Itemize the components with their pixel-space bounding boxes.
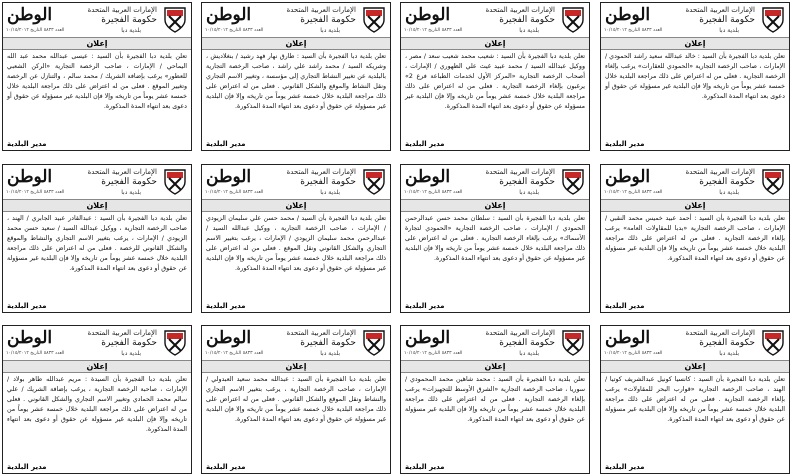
country-name: الإمارات العربية المتحدة	[87, 329, 157, 337]
notice-header	[401, 3, 589, 38]
issue-date: العدد ٥٨٣٣ التاريخ ١٠/١٥/٢٠١٢	[6, 28, 65, 33]
notice-title: إعلان	[202, 38, 390, 50]
signature: مدير البلدية	[605, 302, 645, 310]
newspaper-masthead: الوطن	[7, 328, 53, 348]
government-name: حكومة الفجيرة	[699, 338, 755, 348]
notice-title: إعلان	[401, 361, 589, 373]
crest-icon	[561, 329, 585, 357]
signature: مدير البلدية	[405, 140, 445, 148]
municipality-name: بلدية دبا	[121, 27, 141, 34]
notice-body: تعلن بلدية دبا الفجيرة بأن السيد : محمد شاهين محمد المحمودي / سوريا ، صاحب الرخصة التجارية «الشرق الأوسط للتجهيزات» يرغب بإلغاء الرخصة التجارية . فعلى من له اعتراض على ذلك مراجعة البلدية خلال خمسة عشر يوماً من تاريخه وإلا فإن البلدية غير مسؤولة عن حقوق أو دعوى بعد انتهاء المدة المذكورة.	[405, 376, 585, 423]
signature: مدير البلدية	[7, 140, 47, 148]
crest-icon	[561, 6, 585, 34]
notice-title: إعلان	[601, 200, 789, 212]
notice-card	[400, 164, 590, 313]
signature: مدير البلدية	[206, 302, 246, 310]
issue-date: العدد ٥٨٣٣ التاريخ ١٠/١٥/٢٠١٢	[205, 28, 264, 33]
newspaper-masthead: الوطن	[206, 167, 252, 187]
signature: مدير البلدية	[605, 140, 645, 148]
signature: مدير البلدية	[7, 463, 47, 471]
country-name: الإمارات العربية المتحدة	[485, 329, 555, 337]
notice-card	[2, 2, 192, 151]
municipality-name: بلدية دبا	[719, 189, 739, 196]
government-name: حكومة الفجيرة	[101, 15, 157, 25]
notice-card	[600, 164, 790, 313]
municipality-name: بلدية دبا	[121, 350, 141, 357]
notice-header	[601, 165, 789, 200]
notice-card	[2, 325, 192, 474]
government-name: حكومة الفجيرة	[499, 177, 555, 187]
notice-body: تعلن بلدية دبا الفجيرة بأن السيد : سلطان محمد حسن عبدالرحمن الحمودي / الإمارات ، صاحب الرخصة التجارية «الحمودي لتجارة الأسماك» يرغب بإلغاء الرخصة التجارية . فعلى من له اعتراض على ذلك مراجعة البلدية خلال خمسة عشر يوماً من تاريخه وإلا فإن البلدية غير مسؤولة عن حقوق أو دعوى بعد انتهاء المدة المذكورة.	[405, 215, 585, 262]
crest-icon	[362, 6, 386, 34]
newspaper-masthead: الوطن	[405, 167, 451, 187]
notice-card	[600, 2, 790, 151]
notice-body: تعلن بلدية دبا الفجيرة بأن السيدة : مريم عبدالله طاهر بولاد / الإمارات ، صاحبة الرخصة التجارية ، يرغب بإضافة الشريك / علي سالم محمد الحمادي وتغيير الاسم التجاري والشكل القانوني . فعلى من له اعتراض على ذلك مراجعة البلدية خلال خمسة عشر يوماً من تاريخه وإلا فإن البلدية غير مسؤولة عن حقوق أو دعوى بعد انتهاء المدة المذكورة.	[7, 376, 187, 433]
crest-icon	[163, 168, 187, 196]
municipality-name: بلدية دبا	[519, 189, 539, 196]
crest-icon	[761, 329, 785, 357]
notice-card	[600, 325, 790, 474]
crest-icon	[362, 168, 386, 196]
notice-body: تعلن بلدية دبا الفجيرة بأن السيد : أحمد عبيد خميس محمد النقبي / الإمارات ، صاحب الرخصة التجارية «بدبا للمقاولات العامة» يرغب بإلغاء الرخصة التجارية . فعلى من له اعتراض على ذلك مراجعة البلدية خلال خمسة عشر يوماً من تاريخه وإلا فإن البلدية غير مسؤولة عن حقوق أو دعوى بعد انتهاء المدة المذكورة.	[605, 215, 785, 262]
notice-body: تعلن بلدية دبا الفجيرة بأن السيد : عبدالله محمد سعيد العبدولي / الإمارات ، صاحب الرخصة التجارية ، يرغب بتغيير الاسم التجاري والنشاط ونقل الموقع والشكل القانوني . فعلى من له اعتراض على ذلك مراجعة البلدية خلال خمسة عشر يوماً من تاريخه وإلا فإن البلدية غير مسؤولة عن حقوق أو دعوى بعد انتهاء المدة المذكورة.	[206, 376, 386, 423]
signature: مدير البلدية	[405, 302, 445, 310]
notice-title: إعلان	[601, 361, 789, 373]
notice-body: تعلن بلدية دبا الفجيرة بأن السيد : شعيب محمد شعيب سعد / مصر ، ووكيل عبدالله السيد / محمد عبيد غيث علي الظهوري / الإمارات ، أصحاب الرخصة التجارية «المركز الأول لخدمات الطباعة فرع 2» يرغبون بإلغاء الرخصة التجارية . فعلى من له اعتراض على ذلك مراجعة البلدية خلال خمسة عشر يوماً من تاريخه وإلا فإن البلدية غير مسؤولة عن حقوق أو دعوى بعد انتهاء المدة المذكورة.	[405, 53, 585, 110]
notice-body: تعلن بلدية دبا الفجيرة بأن السيد / محمد حسن علي سليمان الزيودي / الإمارات ، صاحب الرخصة التجارية ، ووكيل عبدالله السيد / عبدالرحمن محمد سليمان الزيودي / الإمارات ، يرغب بتغيير الاسم التجاري والشكل القانوني ونقل الموقع . فعلى من له اعتراض على ذلك مراجعة البلدية خلال خمسة عشر يوماً من تاريخه وإلا فإن البلدية غير مسؤولة عن حقوق أو دعوى بعد انتهاء المدة المذكورة.	[206, 215, 386, 272]
notice-title: إعلان	[3, 200, 191, 212]
signature: مدير البلدية	[206, 463, 246, 471]
notice-body: تعلن بلدية دبا الفجيرة بأن السيد : خالد عبدالله سعيد راشد الحمودي / الإمارات ، صاحب الرخصة التجارية «الحمودي للعقارات» يرغب بإلغاء الرخصة التجارية . فعلى من له اعتراض على ذلك مراجعة البلدية خلال خمسة عشر يوماً من تاريخه وإلا فإن البلدية غير مسؤولة عن حقوق أو دعوى بعد انتهاء المدة المذكورة.	[605, 53, 785, 100]
crest-icon	[561, 168, 585, 196]
notice-header	[3, 326, 191, 361]
country-name: الإمارات العربية المتحدة	[685, 6, 755, 14]
issue-date: العدد ٥٨٣٣ التاريخ ١٠/١٥/٢٠١٢	[205, 190, 264, 195]
notice-body: تعلن بلدية دبا الفجيرة بأن السيد : عيسى عبدالله محمد عبد الله اليماحي / الإمارات ، صاحب الرخصة التجارية «الركن الشعبي للعطور» يرغب بإضافة الشريك / محمد سالم ، والتنازل عن الرخصة وتغيير الموقع . فعلى من له اعتراض على ذلك مراجعة البلدية خلال خمسة عشر يوماً من تاريخه وإلا فإن البلدية غير مسؤولة عن حقوق أو دعوى بعد انتهاء المدة المذكورة.	[7, 53, 187, 110]
country-name: الإمارات العربية المتحدة	[286, 168, 356, 176]
issue-date: العدد ٥٨٣٣ التاريخ ١٠/١٥/٢٠١٢	[6, 351, 65, 356]
issue-date: العدد ٥٨٣٣ التاريخ ١٠/١٥/٢٠١٢	[404, 351, 463, 356]
notice-header	[601, 3, 789, 38]
issue-date: العدد ٥٨٣٣ التاريخ ١٠/١٥/٢٠١٢	[205, 351, 264, 356]
newspaper-masthead: الوطن	[405, 5, 451, 25]
newspaper-masthead: الوطن	[605, 5, 651, 25]
issue-date: العدد ٥٨٣٣ التاريخ ١٠/١٥/٢٠١٢	[404, 28, 463, 33]
newspaper-masthead: الوطن	[7, 167, 53, 187]
crest-icon	[761, 168, 785, 196]
notice-body: تعلن بلدية دبا الفجيرة بأن السيد : طارق نهار فهد رشيد / بنغلاديش ، وشريكه السيد / محمد راشد علي راشد ، صاحب الرخصة التجارية بالبلدية عن تغيير النشاط التجاري إلى مؤسسة ، وتغيير الاسم التجاري ونقل النشاط والموقع والشكل القانوني . فعلى من له اعتراض على ذلك مراجعة البلدية خلال خمسة عشر يوماً من تاريخه وإلا فإن البلدية غير مسؤولة عن حقوق أو دعوى بعد انتهاء المدة المذكورة.	[206, 53, 386, 110]
notice-card	[400, 325, 590, 474]
issue-date: العدد ٥٨٣٣ التاريخ ١٠/١٥/٢٠١٢	[404, 190, 463, 195]
newspaper-masthead: الوطن	[605, 328, 651, 348]
country-name: الإمارات العربية المتحدة	[485, 168, 555, 176]
newspaper-masthead: الوطن	[605, 167, 651, 187]
country-name: الإمارات العربية المتحدة	[87, 168, 157, 176]
notice-header	[3, 165, 191, 200]
crest-icon	[362, 329, 386, 357]
government-name: حكومة الفجيرة	[300, 15, 356, 25]
municipality-name: بلدية دبا	[719, 27, 739, 34]
government-name: حكومة الفجيرة	[699, 177, 755, 187]
notice-header	[202, 326, 390, 361]
municipality-name: بلدية دبا	[519, 27, 539, 34]
notice-card	[400, 2, 590, 151]
notice-body: تعلن بلدية دبا الفجيرة بأن السيد : عبدالقادر عبيد الجابري / الهند ، صاحب الرخصة التجارية ، ووكيل عبدالله السيد / سعيد حسن محمد الزيودي / الإمارات ، يرغب بتغيير الاسم التجاري والنشاط والموقع والشكل القانوني للرخصة . فعلى من له اعتراض على ذلك مراجعة البلدية خلال خمسة عشر يوماً من تاريخه وإلا فإن البلدية غير مسؤولة عن حقوق أو دعوى بعد انتهاء المدة المذكورة.	[7, 215, 187, 272]
notice-title: إعلان	[601, 38, 789, 50]
municipality-name: بلدية دبا	[320, 189, 340, 196]
notice-title: إعلان	[202, 200, 390, 212]
crest-icon	[163, 6, 187, 34]
notice-card	[201, 2, 391, 151]
notice-card	[201, 325, 391, 474]
government-name: حكومة الفجيرة	[101, 177, 157, 187]
notice-title: إعلان	[401, 38, 589, 50]
issue-date: العدد ٥٨٣٣ التاريخ ١٠/١٥/٢٠١٢	[604, 28, 663, 33]
notice-title: إعلان	[3, 361, 191, 373]
notice-header	[202, 3, 390, 38]
notice-header	[202, 165, 390, 200]
notice-title: إعلان	[401, 200, 589, 212]
country-name: الإمارات العربية المتحدة	[286, 6, 356, 14]
country-name: الإمارات العربية المتحدة	[87, 6, 157, 14]
signature: مدير البلدية	[605, 463, 645, 471]
issue-date: العدد ٥٨٣٣ التاريخ ١٠/١٥/٢٠١٢	[604, 190, 663, 195]
crest-icon	[163, 329, 187, 357]
notice-header	[601, 326, 789, 361]
newspaper-masthead: الوطن	[7, 5, 53, 25]
municipality-name: بلدية دبا	[320, 350, 340, 357]
government-name: حكومة الفجيرة	[499, 15, 555, 25]
notice-header	[3, 3, 191, 38]
notice-card	[201, 164, 391, 313]
notice-card	[2, 164, 192, 313]
municipality-name: بلدية دبا	[121, 189, 141, 196]
newspaper-masthead: الوطن	[405, 328, 451, 348]
municipality-name: بلدية دبا	[320, 27, 340, 34]
government-name: حكومة الفجيرة	[300, 338, 356, 348]
municipality-name: بلدية دبا	[519, 350, 539, 357]
country-name: الإمارات العربية المتحدة	[685, 329, 755, 337]
crest-icon	[761, 6, 785, 34]
notice-title: إعلان	[202, 361, 390, 373]
signature: مدير البلدية	[206, 140, 246, 148]
government-name: حكومة الفجيرة	[699, 15, 755, 25]
country-name: الإمارات العربية المتحدة	[286, 329, 356, 337]
notice-body: تعلن بلدية دبا الفجيرة بأن السيد : كانسيا كونيل عبدالشريف كوتيا / الهند ، صاحب الرخصة التجارية «قوارب البحر للمقاولات» يرغب بإلغاء الرخصة التجارية . فعلى من له اعتراض على ذلك مراجعة البلدية خلال خمسة عشر يوماً من تاريخه وإلا فإن البلدية غير مسؤولة عن حقوق أو دعوى بعد انتهاء المدة المذكورة.	[605, 376, 785, 423]
signature: مدير البلدية	[7, 302, 47, 310]
signature: مدير البلدية	[405, 463, 445, 471]
newspaper-masthead: الوطن	[206, 5, 252, 25]
municipality-name: بلدية دبا	[719, 350, 739, 357]
country-name: الإمارات العربية المتحدة	[685, 168, 755, 176]
issue-date: العدد ٥٨٣٣ التاريخ ١٠/١٥/٢٠١٢	[6, 190, 65, 195]
government-name: حكومة الفجيرة	[101, 338, 157, 348]
country-name: الإمارات العربية المتحدة	[485, 6, 555, 14]
notice-header	[401, 326, 589, 361]
notice-title: إعلان	[3, 38, 191, 50]
newspaper-masthead: الوطن	[206, 328, 252, 348]
notice-header	[401, 165, 589, 200]
issue-date: العدد ٥٨٣٣ التاريخ ١٠/١٥/٢٠١٢	[604, 351, 663, 356]
government-name: حكومة الفجيرة	[499, 338, 555, 348]
government-name: حكومة الفجيرة	[300, 177, 356, 187]
